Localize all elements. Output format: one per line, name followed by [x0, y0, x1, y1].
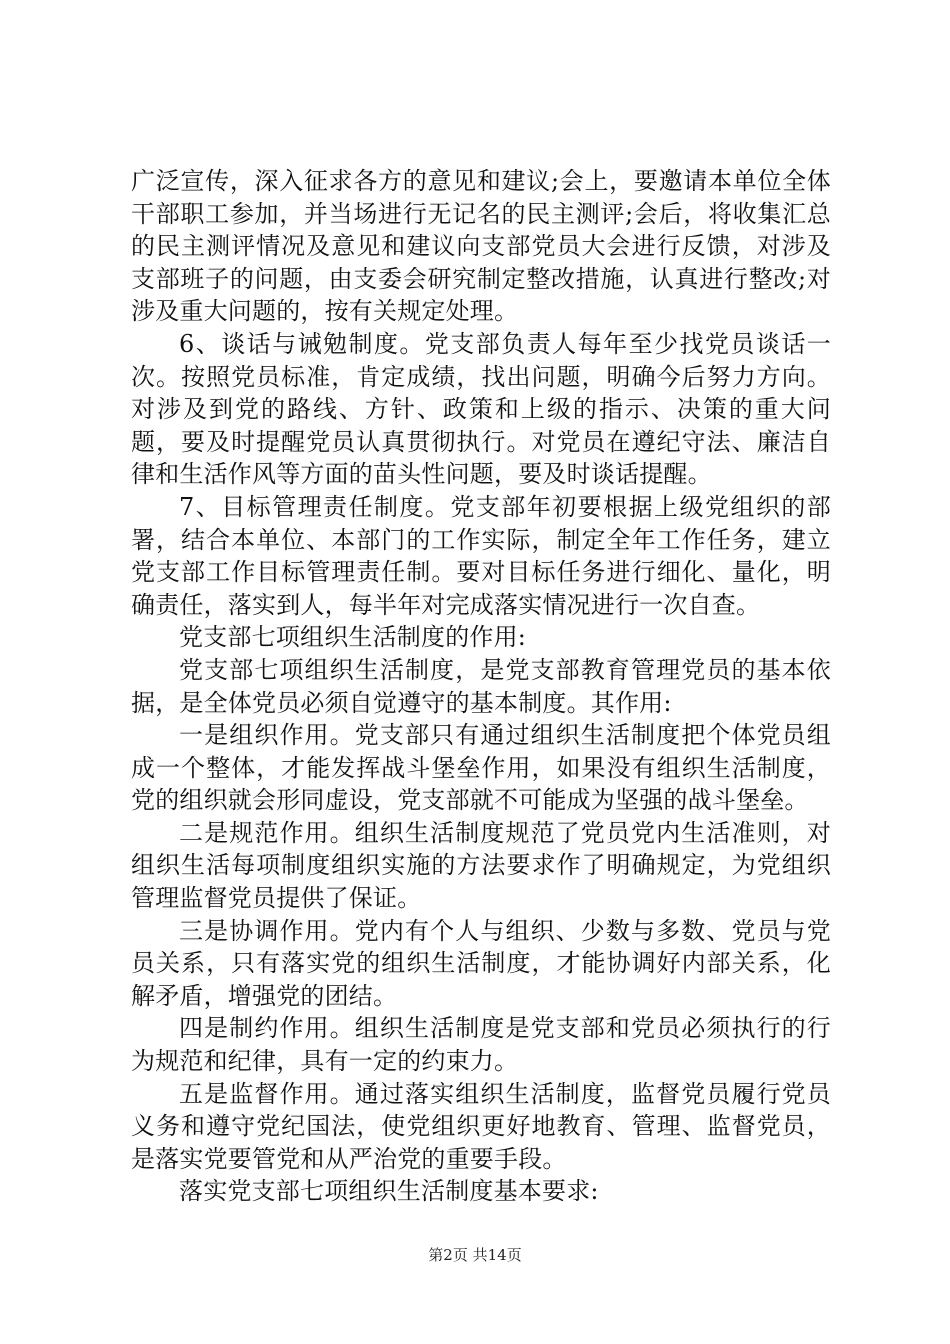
section-heading-functions: 党支部七项组织生活制度的作用: [179, 623, 527, 652]
document-body [131, 165, 831, 1208]
paragraph-functions-intro: 党支部七项组织生活制度，是党支部教育管理党员的基本依据，是全体党员必须自觉遵守的基本制度。其作用: [131, 655, 831, 717]
paragraph-function-restrain: 四是制约作用。组织生活制度是党支部和党员必须执行的行为规范和纪律，具有一定的约束力。 [131, 1014, 831, 1076]
paragraph-function-supervise: 五是监督作用。通过落实组织生活制度，监督党员履行党员义务和遵守党纪国法，使党组织更好地教育、管理、监督党员，是落实党要管党和从严治党的重要手段。 [131, 1079, 831, 1173]
paragraph-item-6: 6、谈话与诫勉制度。党支部负责人每年至少找党员谈话一次。按照党员标准，肯定成绩，找出问题，明确今后努力方向。对涉及到党的路线、方针、政策和上级的指示、决策的重大问题，要及时提醒党员认真贯彻执行。对党员在遵纪守法、廉洁自律和生活作风等方面的苗头性问题，要及时谈话提醒。 [131, 329, 831, 489]
paragraph-function-coordinate: 三是协调作用。党内有个人与组织、少数与多数、党员与党员关系，只有落实党的组织生活制度，才能协调好内部关系，化解矛盾，增强党的团结。 [131, 916, 831, 1010]
paragraph-function-organize: 一是组织作用。党支部只有通过组织生活制度把个体党员组成一个整体，才能发挥战斗堡垒作用，如果没有组织生活制度，党的组织就会形同虚设，党支部就不可能成为坚强的战斗堡垒。 [131, 721, 831, 815]
paragraph-item-7: 7、目标管理责任制度。党支部年初要根据上级党组织的部署，结合本单位、本部门的工作实际，制定全年工作任务，建立党支部工作目标管理责任制。要对目标任务进行细化、量化，明确责任，落实到人，每半年对完成落实情况进行一次自查。 [131, 492, 831, 619]
page-number-footer: 第2页 共14页 [428, 1246, 522, 1264]
section-heading-requirements: 落实党支部七项组织生活制度基本要求: [179, 1177, 599, 1206]
paragraph-function-regulate: 二是规范作用。组织生活制度规范了党员党内生活准则，对组织生活每项制度组织实施的方法要求作了明确规定，为党组织管理监督党员提供了保证。 [131, 818, 831, 913]
paragraph-continuation: 广泛宣传，深入征求各方的意见和建议;会上，要邀请本单位全体干部职工参加，并当场进行无记名的民主测评;会后，将收集汇总的民主测评情况及意见和建议向支部党员大会进行反馈，对涉及支部班子的问题，由支委会研究制定整改措施，认真进行整改;对涉及重大问题的，按有关规定处理。 [131, 167, 831, 326]
